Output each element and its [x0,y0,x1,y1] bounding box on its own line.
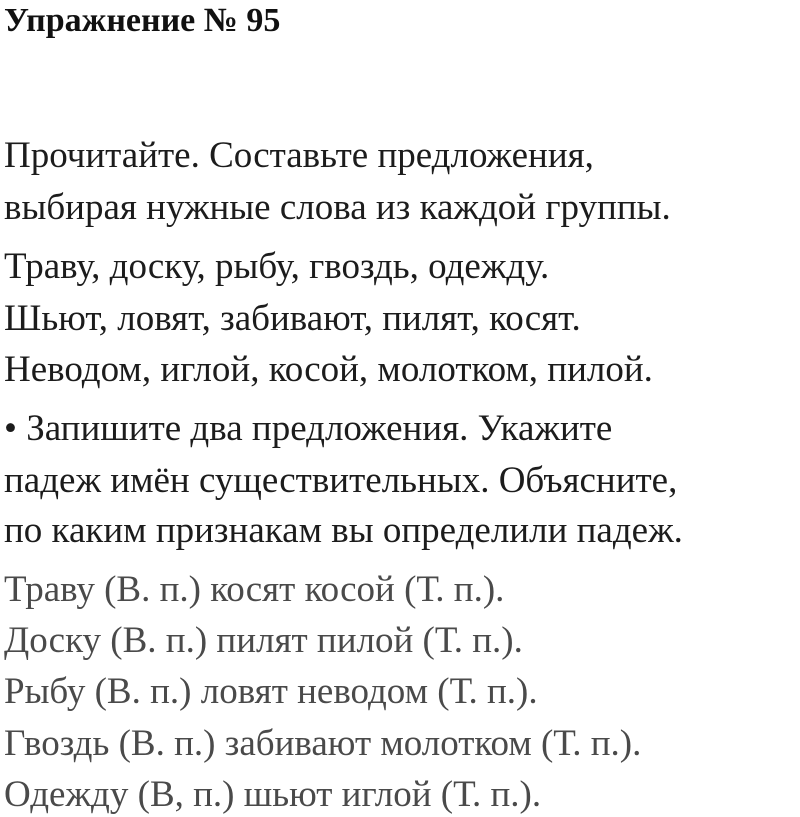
answer-line-5: Одежду (В, п.) шьют иглой (Т. п.). [4,774,542,815]
word-group-verbs: Шьют, ловят, забивают, пилят, косят. [4,298,581,339]
word-group-instruments: Неводом, иглой, косой, молотком, пилой. [4,349,653,390]
instruction-line-2: падеж имён существительных. Объясните, [4,460,678,501]
answer-line-2: Доску (В. п.) пилят пилой (Т. п.). [4,620,523,661]
instruction-line-3: по каким признакам вы определили падеж. [4,510,683,551]
exercise-title: Упражнение № 95 [4,2,281,39]
task-line-1: Прочитайте. Составьте предложения, [4,135,594,176]
task-line-2: выбирая нужные слова из каждой группы. [4,187,671,228]
answer-line-1: Траву (В. п.) косят косой (Т. п.). [4,569,505,610]
answer-line-3: Рыбу (В. п.) ловят неводом (Т. п.). [4,671,538,712]
answer-line-4: Гвоздь (В. п.) забивают молотком (Т. п.). [4,723,642,764]
word-group-nouns: Траву, доску, рыбу, гвоздь, одежду. [4,246,550,287]
instruction-line-1: • Запишите два предложения. Укажите [4,408,613,449]
